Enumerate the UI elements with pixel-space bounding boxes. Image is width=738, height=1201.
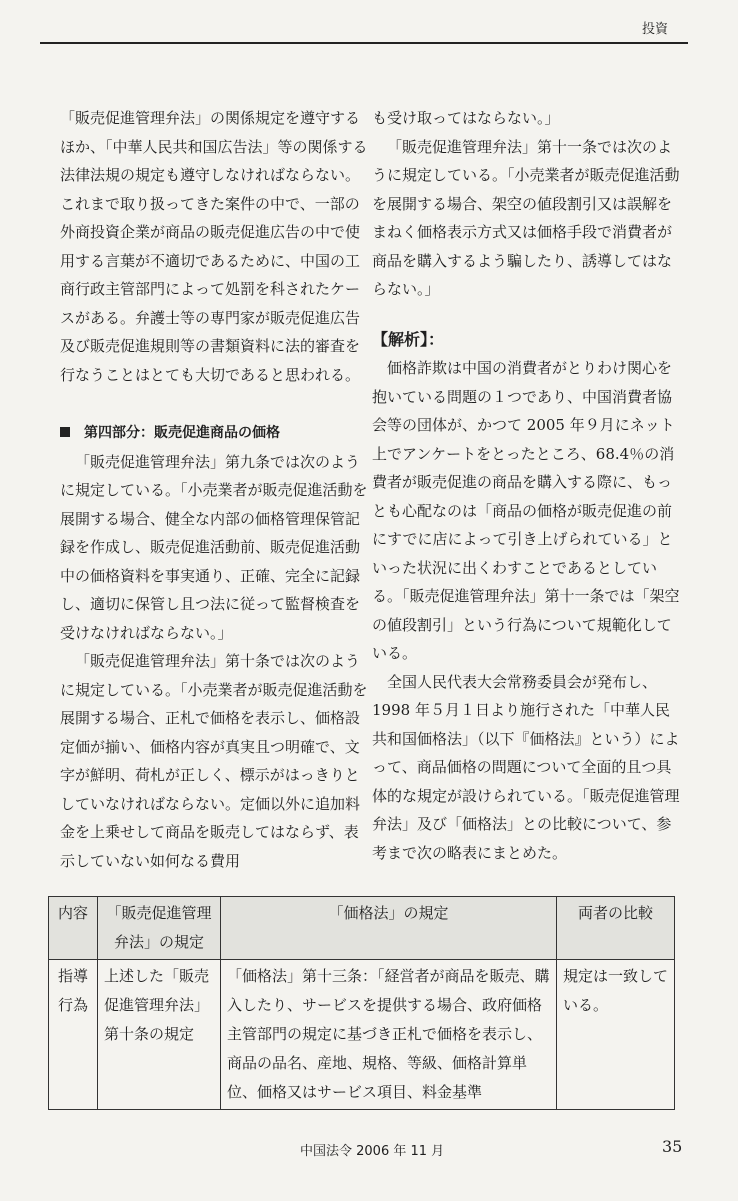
page-number: 35 [662, 1137, 683, 1156]
table-cell-comparison: 規定は一致している。 [557, 960, 675, 1110]
table-header-row [49, 897, 675, 960]
left-column [60, 104, 370, 875]
right-paragraph-continued: も受け取ってはならない。」 [372, 109, 560, 127]
table-header-promo-rule: 「販売促進管理弁法」の規定 [98, 897, 221, 960]
section-heading-text: 第四部分：販売促進商品の価格 [84, 425, 280, 441]
table-cell-content: 指導行為 [49, 960, 98, 1110]
header-section-label: 投資 [641, 22, 668, 37]
comparison-table [48, 896, 675, 1110]
table-header-content: 内容 [49, 897, 98, 960]
table-header-comparison: 両者の比較 [557, 897, 675, 960]
table-header-price-law-rule: 「価格法」の規定 [221, 897, 557, 960]
table-cell-price-law-rule: 「価格法」第十三条：「経営者が商品を販売、購入したり、サービスを提供する場合、政府価格主管部門の規定に基づき正札で価格を表示し、商品の品名、産地、規格、等級、価格計算単位、価格又はサービス項目、料金基準 [221, 960, 557, 1110]
table-row [49, 960, 675, 1110]
table-cell-promo-rule: 上述した「販売促進管理弁法」第十条の規定 [98, 960, 221, 1110]
header-rule [40, 42, 688, 44]
right-column [372, 104, 684, 867]
section-heading [60, 419, 370, 448]
analysis-heading: 【解析】： [372, 329, 445, 349]
square-bullet-icon [60, 427, 70, 437]
paragraph-article-11: 「販売促進管理弁法」第十一条では次のように規定している。「小売業者が販売促進活動を展開する場合、架空の値段割引又は誤解をまねく価格表示方式又は価格手段で消費者が商品を購入するよう騙したり、誘導してはならない。」 [372, 137, 680, 298]
paragraph-article-10: 「販売促進管理弁法」第十条では次のように規定している。「小売業者が販売促進活動を展開する場合、正札で価格を表示し、価格設定価が揃い、価格内容が真実且つ明確で、文字が鮮明、荷札が正しく、標示がはっきりとしていなければならない。定価以外に追加料金を上乗せして商品を販売してはならず、表示していない如何なる費用 [60, 652, 368, 870]
footer-publication: 中国法令 2006 年 11 月 [300, 1144, 445, 1159]
paragraph-article-9: 「販売促進管理弁法」第九条では次のように規定している。「小売業者が販売促進活動を展開する場合、健全な内部の価格管理保管記録を作成し、販売促進活動前、販売促進活動中の価格資料を事実通り、正確、完全に記録し、適切に保管し且つ法に従って監督検査を受けなければならない。」 [60, 452, 368, 642]
left-paragraph-continued: 「販売促進管理弁法」の関係規定を遵守するほか、「中華人民共和国広告法」等の関係する法律法規の規定も遵守しなければならない。これまで取り扱ってきた案件の中で、一部の外商投資企業が商品の販売促進広告の中で使用する言葉が不適切であるために、中国の工商行政主管部門によって処罰を科されたケースがある。弁護士等の専門家が販売促進広告及び販売促進規則等の書類資料に法的審査を行なうことはとても大切であると思われる。 [60, 109, 368, 384]
analysis-paragraph-2: 全国人民代表大会常務委員会が発布し、1998 年５月１日より施行された「中華人民共和国価格法」（以下『価格法』という）によって、商品価格の問題について全面的且つ具体的な規定が設けられている。「販売促進管理弁法」及び「価格法」との比較について、参考まで次の略表にまとめた。 [372, 672, 680, 862]
analysis-paragraph-1: 価格詐欺は中国の消費者がとりわけ関心を抱いている問題の１つであり、中国消費者協会等の団体が、かつて 2005 年９月にネット上でアンケートをとったところ、68.4％の消費者が販売促進の商品を購入する際に、もっとも心配なのは「商品の価格が販売促進の前にすでに店によって引き上げられている」といった状況に出くわすことであるとしている。「販売促進管理弁法」第十一条では「架空の値段割引」という行為について規範化している。 [372, 359, 680, 662]
